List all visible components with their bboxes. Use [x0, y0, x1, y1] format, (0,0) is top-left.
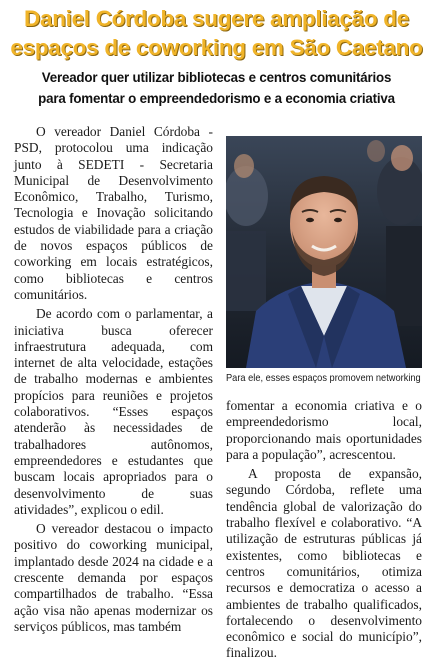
article-subheadline [13, 68, 420, 110]
left-column [14, 124, 213, 635]
right-column [226, 398, 422, 662]
headline-line-2: espaços de coworking em São Caetano [10, 35, 423, 60]
subhead-line-1: Vereador quer utilizar bibliotecas e centros comunitários [41, 70, 392, 86]
headline-line-1: Daniel Córdoba sugere ampliação de [24, 6, 409, 31]
subhead-line-2: para fomentar o empreendedorismo e a economia criativa [38, 91, 395, 107]
paragraph: De acordo com o parlamentar, a iniciativa busca oferecer infraestrutura adequada, com internet de alta velocidade, estações de trabalho modernas e ambientes propícios para reuniões e projetos colaborativos. “Esses espaços atenderão às necessidades de trabalhadores autônomos, empreendedores e estudantes que buscam locais apropriados para o desenvolvimento de suas atividades”, explicou o edil. [14, 306, 213, 517]
photo-caption: Para ele, esses espaços promovem networking [226, 373, 421, 384]
paragraph: A proposta de expansão, segundo Córdoba, reflete uma tendência global de valorização do trabalho flexível e colaborativo. “A utilização de estruturas públicas já existentes, como bibliotecas e centros comunitários, otimiza recursos e democratiza o acesso a ambientes de trabalho qualificados, fortalecendo o desenvolvimento econômico e social do município”, finalizou. [226, 466, 422, 661]
paragraph: O vereador Daniel Córdoba - PSD, protocolou uma indicação junto à SEDETI - Secretaria Municipal de Desenvolvimento Econômico, Trabalho, Turismo, Tecnologia e Inovação solicitando estudos de viabilidade para a criação de novos espaços públicos de coworking em locais estratégicos, como bibliotecas e centros comunitários. [14, 124, 213, 302]
paragraph-continuation: fomentar a economia criativa e o empreendedorismo local, proporcionando mais oportunidades para a população”, acrescentou. [226, 398, 422, 462]
paragraph: O vereador destacou o impacto positivo do coworking municipal, implantado desde 2024 na cidade e a crescente demanda por espaços compartilhados de trabalho. “Essa ação visa não apenas modernizar os serviços públicos, mas também [14, 521, 213, 634]
article-headline [0, 4, 433, 62]
photo-illustration [226, 136, 422, 368]
councilman-photo [226, 136, 422, 368]
